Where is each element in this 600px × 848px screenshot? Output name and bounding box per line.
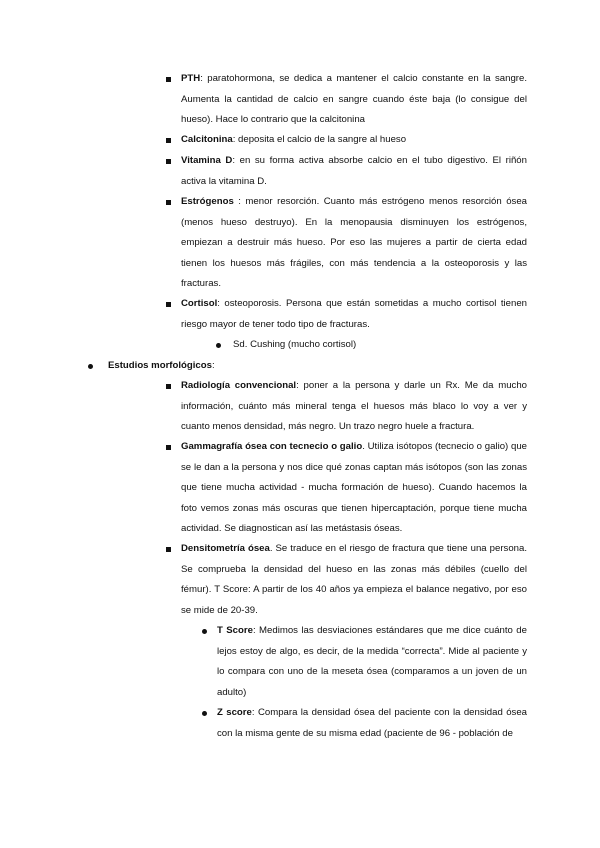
round-bullet-icon	[216, 343, 221, 348]
square-bullet-icon	[166, 77, 171, 82]
list-item-pth	[181, 69, 527, 131]
item-term: Z score	[217, 707, 252, 718]
section-heading-suffix: :	[211, 360, 215, 371]
list-item-t-score	[217, 621, 527, 703]
square-bullet-icon	[166, 138, 171, 143]
item-description: : paratohormona, se dedica a mantener el calcio constante en la sangre. Aumenta la cantidad de calcio en sangre cuando éste baja (lo consigue del hueso). Hace lo contrario que la calcitonina	[181, 73, 527, 125]
item-description: . Se traduce en el riesgo de fractura que tiene una persona. Se comprueba la densidad del hueso en las zonas más débiles (cuello del fémur). T Score: A partir de los 40 años ya empieza el balance negativo, por eso se mide de 20-39.	[181, 543, 527, 616]
section-heading	[108, 356, 527, 377]
square-bullet-icon	[166, 547, 171, 552]
square-bullet-icon	[166, 159, 171, 164]
list-item-z-score	[217, 703, 527, 744]
item-term: PTH	[181, 73, 201, 84]
section-heading-item	[108, 356, 527, 377]
square-bullet-icon	[166, 302, 171, 307]
square-bullet-icon	[166, 445, 171, 450]
item-text	[181, 151, 527, 192]
item-text	[181, 69, 527, 131]
item-description: : deposita el calcio de la sangre al hueso	[232, 134, 407, 145]
square-bullet-icon	[166, 200, 171, 205]
item-text	[217, 621, 527, 703]
list-item-vitamina-d	[181, 151, 527, 192]
item-description: : en su forma activa absorbe calcio en el tubo digestivo. El riñón activa la vitamina D.	[181, 155, 527, 187]
item-text: Sd. Cushing (mucho cortisol)	[233, 339, 357, 350]
item-description: : poner a la persona y darle un Rx. Me da mucho información, cuánto más mineral tenga el huesos más blaco lo voy a ver y cuanto menos densidad, más negro. Un trazo negro huele a fractura.	[181, 380, 528, 432]
item-term: Radiología convencional	[181, 380, 297, 391]
item-description: : Compara la densidad ósea del paciente con la densidad ósea con la misma gente de su misma edad (paciente de 96 - población de	[217, 707, 527, 739]
list-item-cushing	[233, 335, 527, 356]
item-text	[181, 130, 527, 151]
round-bullet-icon	[202, 629, 207, 634]
item-term: T Score	[217, 625, 253, 636]
list-item-radiologia	[181, 376, 527, 438]
item-description: : menor resorción. Cuanto más estrógeno menos resorción ósea (menos hueso destruyo). En la menopausia disminuyen los estrógenos, empiezan a destruir más hueso. Por eso las mujeres a partir de cierta edad tienen los huesos más frágiles, con más tendencia a la osteoporosis y las fracturas.	[181, 196, 527, 289]
round-bullet-icon	[202, 711, 207, 716]
list-item-densitometria	[181, 539, 527, 621]
list-item-estrogenos	[181, 192, 527, 295]
item-text	[181, 539, 527, 621]
item-term: Estrógenos	[181, 196, 234, 207]
item-term: Gammagrafía ósea con tecnecio o galio	[181, 441, 363, 452]
item-description: : osteoporosis. Persona que están sometidas a mucho cortisol tienen riesgo mayor de tener todo tipo de fracturas.	[181, 298, 527, 330]
item-term: Cortisol	[181, 298, 218, 309]
item-description: . Utiliza isótopos (tecnecio o galio) que se le dan a la persona y nos dice qué zonas captan más isótopos (son las zonas que tiene mucha actividad - mucha formación de hueso). Cuando hacemos la foto vemos zonas más oscuras que tienen hipercaptación, porque tiene mucha actividad. Se diagnostican así las metástasis óseas.	[181, 441, 527, 534]
list-item-cortisol	[181, 294, 527, 335]
square-bullet-icon	[166, 384, 171, 389]
item-description: : Medimos las desviaciones estándares que me dice cuánto de lejos estoy de algo, es decir, de la medida “correcta”. Mide al paciente y lo compara con uno de la meseta ósea (comparamos a un joven de un adulto)	[217, 625, 527, 698]
item-term: Calcitonina	[181, 134, 233, 145]
item-term: Vitamina D	[181, 155, 233, 166]
list-item-calcitonina	[181, 130, 527, 151]
item-text	[181, 294, 527, 335]
item-text	[181, 437, 527, 540]
list-item-gammagrafia	[181, 437, 527, 540]
section-heading-text: Estudios morfológicos	[108, 360, 212, 371]
item-text	[181, 192, 527, 295]
item-text	[217, 703, 527, 744]
item-term: Densitometría ósea	[181, 543, 270, 554]
item-text	[181, 376, 527, 438]
round-bullet-icon	[88, 364, 93, 369]
